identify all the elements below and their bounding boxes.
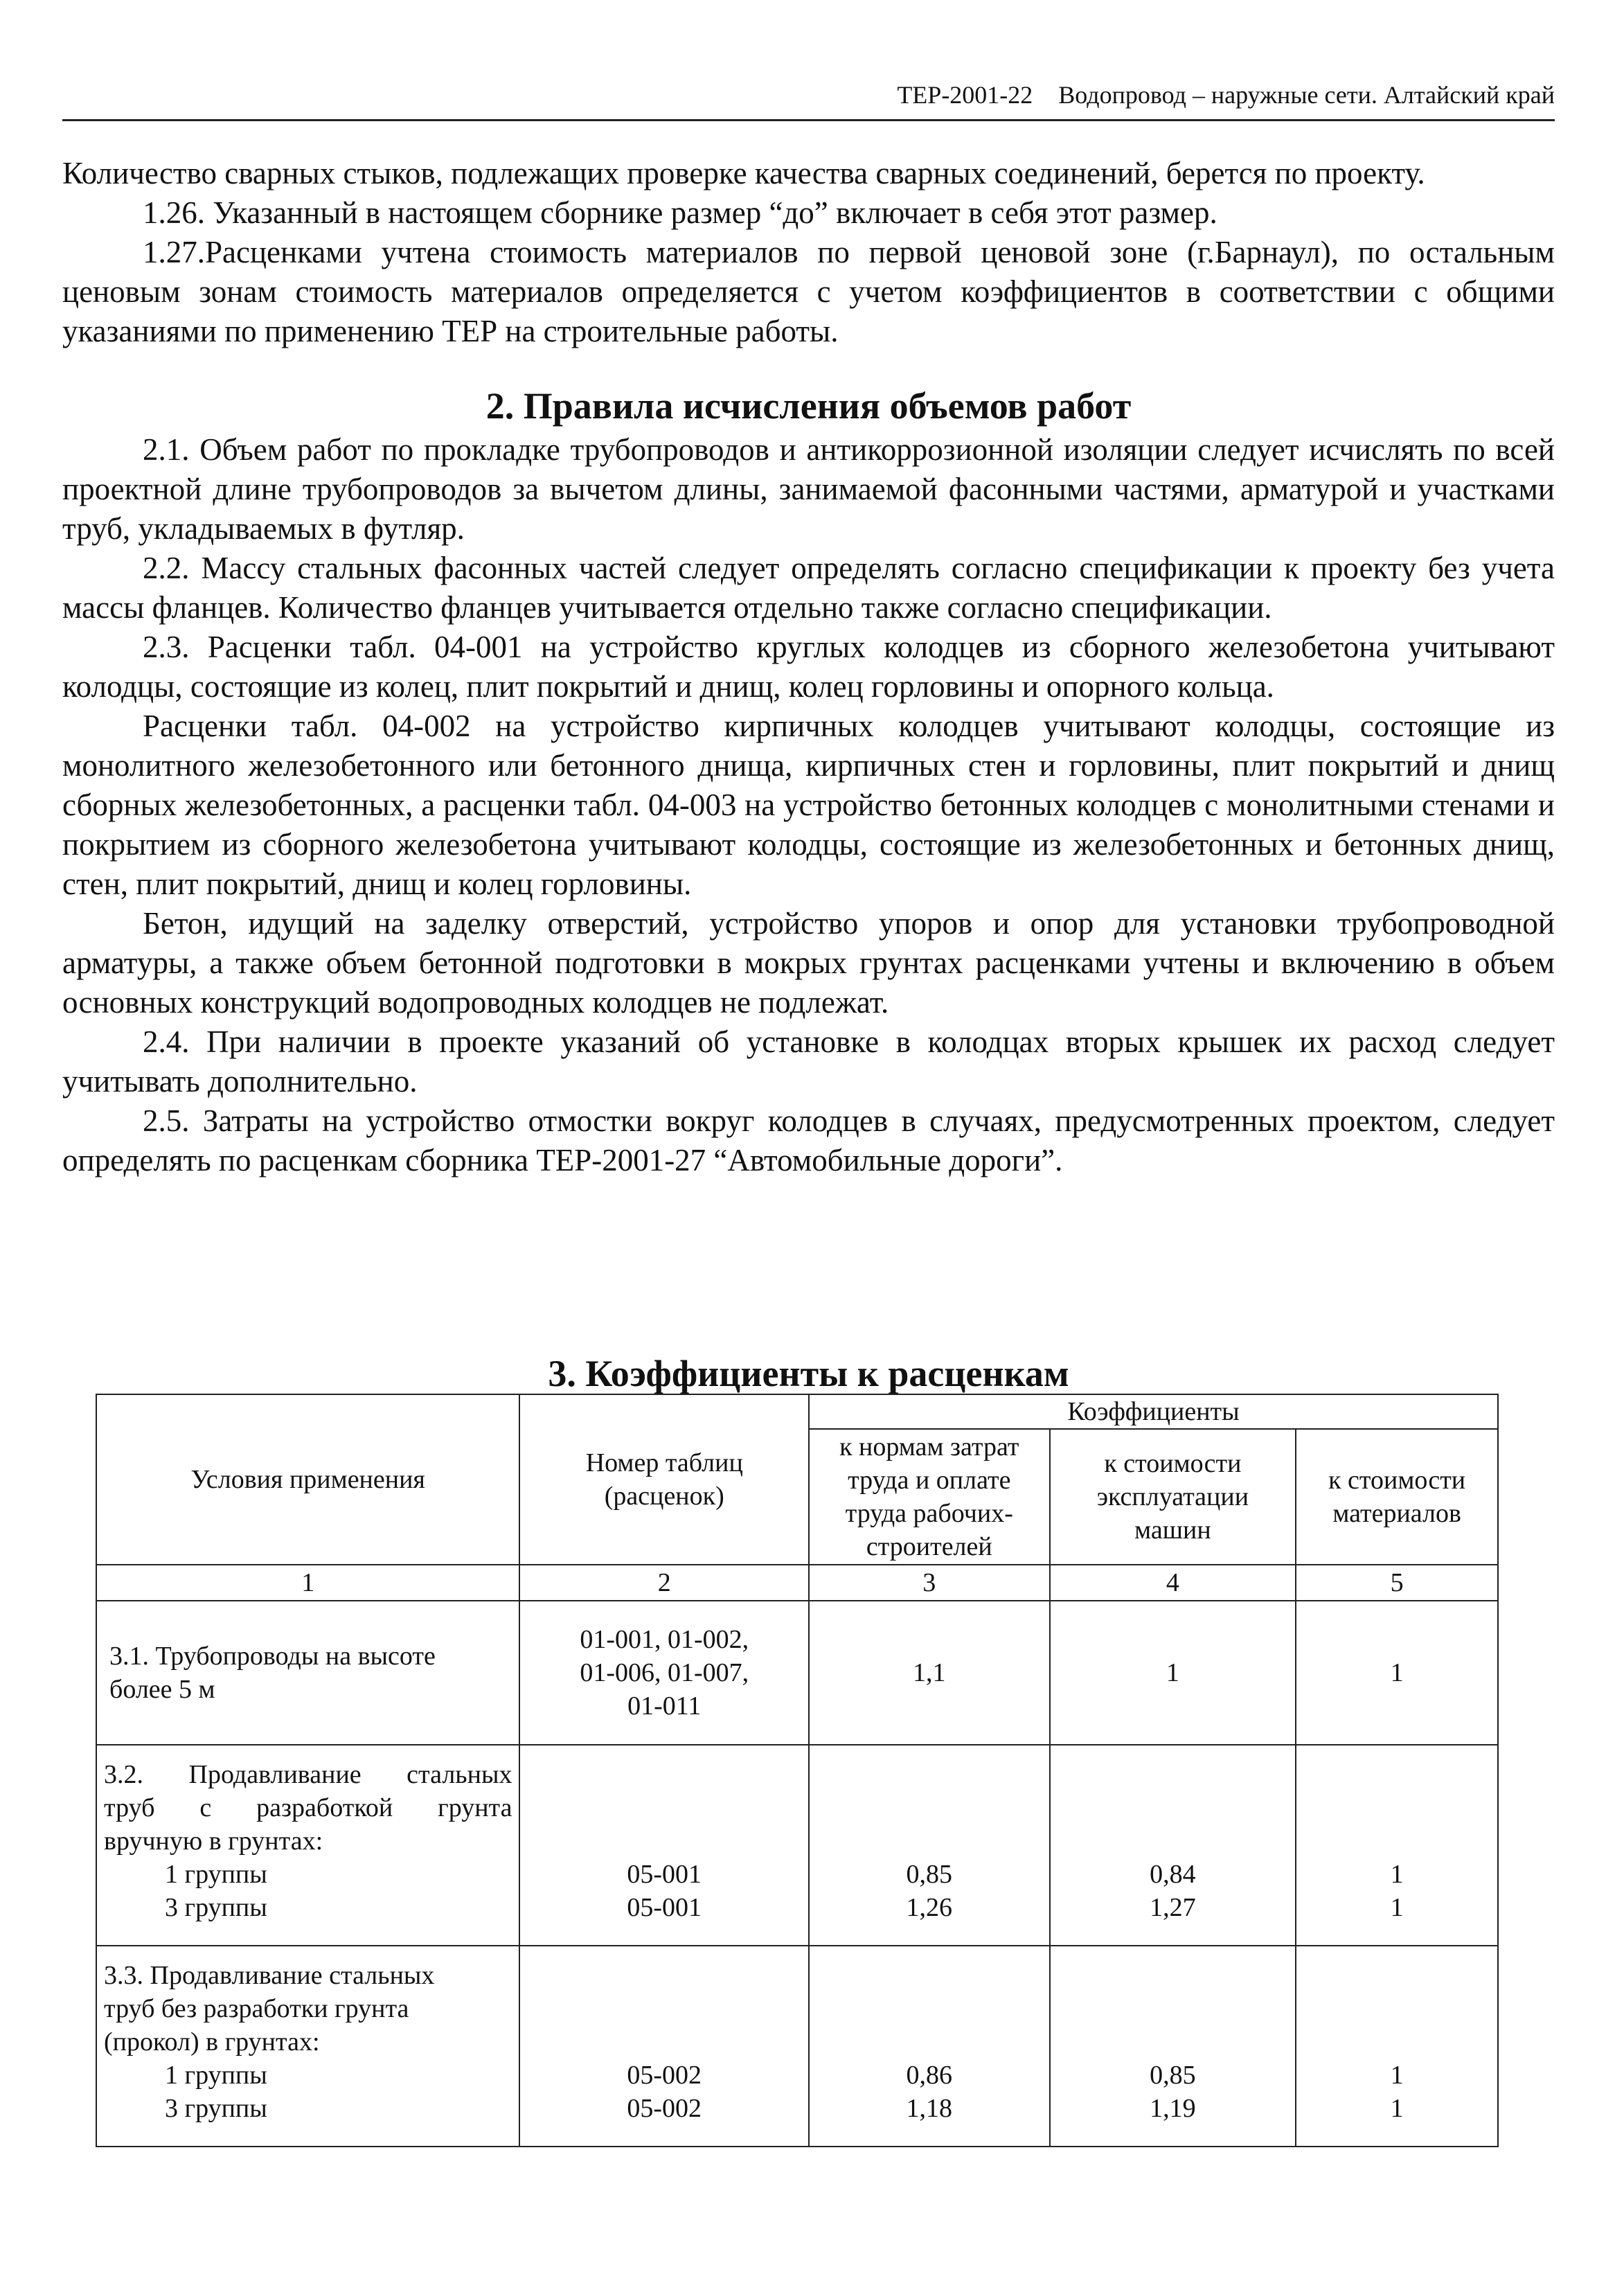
table-row: [96, 1601, 1498, 1745]
page-header: [62, 78, 1555, 121]
coefficients-table: [96, 1394, 1499, 2147]
labor-coefficient: 1,1: [809, 1601, 1050, 1745]
column-number-row: [96, 1565, 1498, 1601]
column-number: 4: [1050, 1565, 1296, 1601]
row-3-2-labor: [809, 1745, 1050, 1946]
document-body: [62, 154, 1555, 2123]
table-number-line: 01-001, 01-002,: [580, 1625, 749, 1654]
machines-coefficient: 1,27: [1150, 1893, 1196, 1922]
condition-line: труб с разработкой грунта: [104, 1793, 512, 1822]
column-number: 3: [809, 1565, 1050, 1601]
machines-coefficient: 0,85: [1150, 2061, 1196, 2090]
condition-line: более 5 м: [109, 1675, 215, 1704]
materials-coefficient: 1: [1390, 1860, 1404, 1889]
header-machines: к стоимости эксплуатации машин: [1050, 1429, 1296, 1565]
clause-2-1: 2.1. Объем работ по прокладке трубопроводов и антикоррозионной изоляции следует исчислять по всей проектной длине трубопроводов за вычетом длины, занимаемой фасонными частями, арматурой и участками труб, укладываемых в футляр.: [62, 432, 1555, 546]
clause-1-26: 1.26. Указанный в настоящем сборнике размер “до” включает в себя этот размер.: [143, 195, 1217, 230]
row-3-3-condition: [96, 1946, 519, 2147]
soil-group: 3 группы: [165, 1893, 267, 1922]
header-labor: к нормам затрат труда и оплате труда рабочих-строителей: [809, 1429, 1050, 1565]
column-number: 2: [519, 1565, 809, 1601]
labor-coefficient: 0,86: [906, 2061, 953, 2090]
table-row: [96, 1745, 1498, 1946]
condition-line: 3.2. Продавливание стальных: [104, 1760, 512, 1789]
clause-2-3-concrete: Бетон, идущий на заделку отверстий, устройство упоров и опор для установки трубопроводной арматуры, а также объем бетонной подготовки в мокрых грунтах расценками учтены и включению в объем основных конструкций водопроводных колодцев не подлежат.: [62, 906, 1555, 1020]
header-table-numbers: Номер таблиц (расценок): [519, 1394, 809, 1565]
condition-line: 3.1. Трубопроводы на высоте: [109, 1642, 436, 1671]
soil-group: 1 группы: [165, 2061, 267, 2090]
soil-group: 1 группы: [165, 1860, 267, 1889]
document-title: Водопровод – наружные сети. Алтайский край: [1058, 81, 1555, 109]
row-3-1-tables: [519, 1601, 809, 1745]
table-number-line: 01-006, 01-007,: [580, 1658, 749, 1687]
row-3-2-materials: [1296, 1745, 1498, 1946]
table-number: 05-002: [627, 2061, 702, 2090]
clause-2-2: 2.2. Массу стальных фасонных частей следует определять согласно спецификации к проекту без учета массы фланцев. Количество фланцев учитывается отдельно также согласно спецификации.: [62, 551, 1555, 625]
labor-coefficient: 1,18: [906, 2094, 953, 2123]
row-3-3-labor: [809, 1946, 1050, 2147]
materials-coefficient: 1: [1390, 1893, 1404, 1922]
condition-line: (прокол) в грунтах:: [104, 2027, 320, 2056]
soil-group: 3 группы: [165, 2094, 267, 2123]
clause-1-27: 1.27.Расценками учтена стоимость материалов по первой ценовой зоне (г.Барнаул), по остальным ценовым зонам стоимость материалов определяется с учетом коэффициентов в соответствии с общими указаниями по применению ТЕР на строительные работы.: [62, 235, 1555, 348]
labor-coefficient: 1,26: [906, 1893, 953, 1922]
row-3-1-condition: [96, 1601, 519, 1745]
table-number: 05-002: [627, 2094, 702, 2123]
table-number-line: 01-011: [627, 1691, 702, 1721]
labor-coefficient: 0,85: [906, 1860, 953, 1889]
clause-2-3-brick: Расценки табл. 04-002 на устройство кирпичных колодцев учитывают колодцы, состоящие из монолитного железобетонного или бетонного днища, кирпичных стен и горловины, плит покрытий и днищ сборных железобетонных, а расценки табл. 04-003 на устройство бетонных колодцев с монолитными стенами и покрытием из сборного железобетона учитывают колодцы, состоящие из железобетонных и бетонных днищ, стен, плит покрытий, днищ и колец горловины.: [62, 709, 1555, 901]
condition-line: труб без разработки грунта: [104, 1994, 409, 2023]
condition-line: 3.3. Продавливание стальных: [104, 1961, 435, 1990]
clause-2-4: 2.4. При наличии в проекте указаний об установке в колодцах вторых крышек их расход следует учитывать дополнительно.: [62, 1024, 1555, 1099]
table-row: [96, 1946, 1498, 2147]
header-coefficients: Коэффициенты: [809, 1394, 1498, 1429]
row-3-3-materials: [1296, 1946, 1498, 2147]
header-materials: к стоимости материалов: [1296, 1429, 1498, 1565]
section-3-title: 3. Коэффициенты к расценкам: [548, 1353, 1069, 1394]
machines-coefficient: 1,19: [1150, 2094, 1196, 2123]
row-3-3-tables: [519, 1946, 809, 2147]
machines-coefficient: 0,84: [1150, 1860, 1196, 1889]
condition-line: вручную в грунтах:: [104, 1827, 323, 1856]
row-3-2-tables: [519, 1745, 809, 1946]
row-3-3-machines: [1050, 1946, 1296, 2147]
row-3-2-machines: [1050, 1745, 1296, 1946]
intro-paragraph: Количество сварных стыков, подлежащих проверке качества сварных соединений, берется по проекту.: [62, 156, 1425, 190]
machines-coefficient: 1: [1050, 1601, 1296, 1745]
table-header-row: [96, 1394, 1498, 1429]
section-2-title: 2. Правила исчисления объемов работ: [485, 385, 1132, 427]
document-code: ТЕР-2001-22: [897, 81, 1033, 109]
table-number: 05-001: [627, 1893, 702, 1922]
table-number: 05-001: [627, 1860, 702, 1889]
row-3-2-condition: [96, 1745, 519, 1946]
header-conditions: Условия применения: [96, 1394, 519, 1565]
column-number: 1: [96, 1565, 519, 1601]
clause-2-5: 2.5. Затраты на устройство отмостки вокруг колодцев в случаях, предусмотренных проектом, следует определять по расценкам сборника ТЕР-2001-27 “Автомобильные дороги”.: [62, 1103, 1555, 1178]
materials-coefficient: 1: [1296, 1601, 1498, 1745]
clause-2-3: 2.3. Расценки табл. 04-001 на устройство круглых колодцев из сборного железобетона учитывают колодцы, состоящие из колец, плит покрытий и днищ, колец горловины и опорного кольца.: [62, 630, 1555, 704]
column-number: 5: [1296, 1565, 1498, 1601]
materials-coefficient: 1: [1390, 2094, 1404, 2123]
materials-coefficient: 1: [1390, 2061, 1404, 2090]
